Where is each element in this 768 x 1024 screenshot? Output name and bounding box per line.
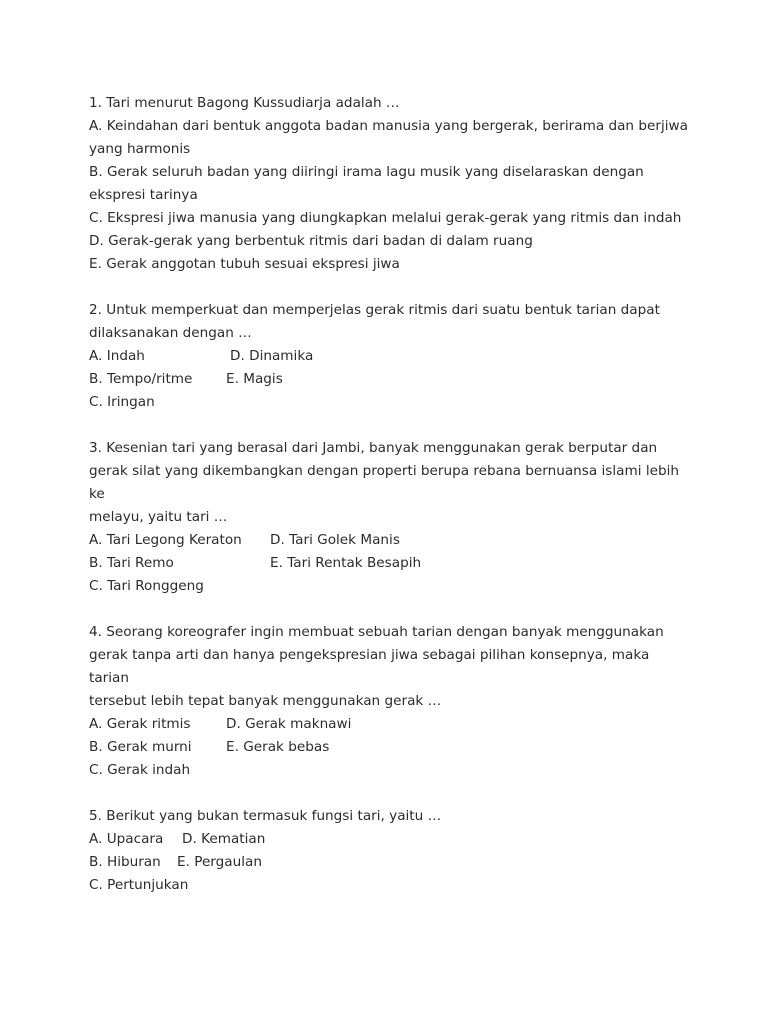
question-5-options-row-1	[89, 828, 689, 851]
question-5-options-row-2	[89, 851, 689, 874]
option-b: B. Tari Remo	[89, 555, 174, 571]
option-b: B. Hiburan	[89, 854, 161, 870]
option-b: B. Tempo/ritme	[89, 371, 193, 387]
question-4-line-2: gerak tanpa arti dan hanya pengekspresian jiwa sebagai pilihan konsepnya, maka tarian	[89, 647, 650, 686]
option-b: B. Gerak murni	[89, 739, 192, 755]
question-1-line-5: ekspresi tarinya	[89, 187, 198, 203]
question-1-line-6: C. Ekspresi jiwa manusia yang diungkapkan melalui gerak-gerak yang ritmis dan indah	[89, 210, 682, 226]
question-5-line-1: 5. Berikut yang bukan termasuk fungsi tari, yaitu …	[89, 808, 442, 824]
option-e: E. Pergaulan	[177, 854, 262, 870]
option-d: D. Dinamika	[230, 348, 314, 364]
question-2	[89, 299, 689, 414]
option-a: A. Tari Legong Keraton	[89, 532, 242, 548]
question-3-line-1: 3. Kesenian tari yang berasal dari Jambi, banyak menggunakan gerak berputar dan	[89, 440, 658, 456]
question-3-line-2: gerak silat yang dikembangkan dengan properti berupa rebana bernuansa islami lebih ke	[89, 463, 679, 502]
question-1	[89, 92, 689, 276]
question-3-options-row-3	[89, 575, 689, 598]
option-e: E. Gerak bebas	[226, 739, 330, 755]
option-d: D. Kematian	[182, 831, 266, 847]
question-5	[89, 805, 689, 897]
question-3-options-row-1	[89, 529, 689, 552]
question-2-line-2: dilaksanakan dengan …	[89, 325, 252, 341]
question-1-line-2: A. Keindahan dari bentuk anggota badan manusia yang bergerak, berirama dan berjiwa	[89, 118, 688, 134]
option-a: A. Indah	[89, 348, 145, 364]
option-c: C. Pertunjukan	[89, 877, 189, 893]
question-4-options-row-1	[89, 713, 689, 736]
question-3	[89, 437, 689, 598]
question-2-options-row-3	[89, 391, 689, 414]
question-3-line-3: melayu, yaitu tari …	[89, 509, 228, 525]
option-d: D. Tari Golek Manis	[270, 532, 400, 548]
option-c: C. Gerak indah	[89, 762, 191, 778]
question-2-line-1: 2. Untuk memperkuat dan memperjelas gerak ritmis dari suatu bentuk tarian dapat	[89, 302, 660, 318]
question-5-options-row-3	[89, 874, 689, 897]
question-1-line-7: D. Gerak-gerak yang berbentuk ritmis dari badan di dalam ruang	[89, 233, 533, 249]
question-4-line-1: 4. Seorang koreografer ingin membuat sebuah tarian dengan banyak menggunakan	[89, 624, 664, 640]
option-e: E. Tari Rentak Besapih	[270, 555, 422, 571]
question-2-options-row-2	[89, 368, 689, 391]
option-a: A. Gerak ritmis	[89, 716, 191, 732]
question-4-options-row-3	[89, 759, 689, 782]
option-c: C. Tari Ronggeng	[89, 578, 204, 594]
question-1-line-1: 1. Tari menurut Bagong Kussudiarja adalah …	[89, 95, 400, 111]
question-4	[89, 621, 689, 782]
question-1-line-4: B. Gerak seluruh badan yang diiringi irama lagu musik yang diselaraskan dengan	[89, 164, 644, 180]
document-page	[89, 92, 689, 920]
question-2-options-row-1	[89, 345, 689, 368]
question-4-options-row-2	[89, 736, 689, 759]
option-e: E. Magis	[226, 371, 283, 387]
option-a: A. Upacara	[89, 831, 164, 847]
question-4-line-3: tersebut lebih tepat banyak menggunakan gerak …	[89, 693, 442, 709]
question-1-line-3: yang harmonis	[89, 141, 191, 157]
question-1-line-8: E. Gerak anggotan tubuh sesuai ekspresi jiwa	[89, 256, 400, 272]
option-c: C. Iringan	[89, 394, 155, 410]
option-d: D. Gerak maknawi	[226, 716, 352, 732]
question-3-options-row-2	[89, 552, 689, 575]
